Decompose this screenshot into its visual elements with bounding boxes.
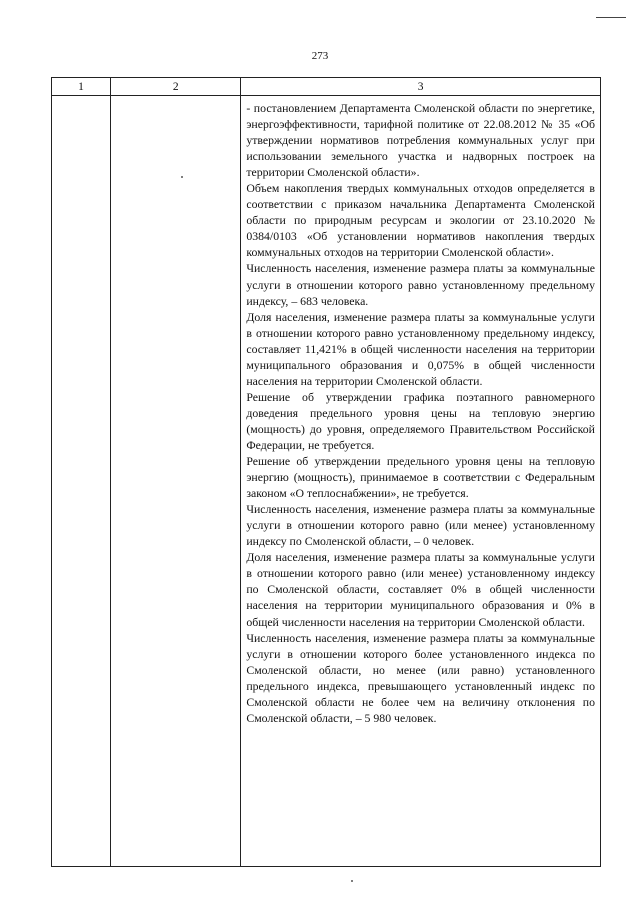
- paragraph-waste-volume: Объем накопления твердых коммунальных отходов определяется в соответствии с приказом начальника Департамента Смоленской области по природным ресурсам и экологии от 23.10.2020 № 0384/0103 «Об установлении нормативов накопления твердых коммунальных отходов на территории Смоленской области».: [246, 181, 595, 260]
- column-header-3: 3: [241, 78, 601, 96]
- column-header-1: 1: [52, 78, 111, 96]
- paragraph-heat-price-limit: Решение об утверждении предельного уровня цены на тепловую энергию (мощность), принимаемое в соответствии с Федеральным законом «О теплоснабжении», не требуется.: [246, 454, 595, 501]
- table-header-row: [52, 78, 601, 96]
- paragraph-population-regional-index: Численность населения, изменение размера платы за коммунальные услуги в отношении которого равно (или менее) установленному индексу по Смоленской области, – 0 человек.: [246, 502, 595, 549]
- paragraph-population-above-index: Численность населения, изменение размера платы за коммунальные услуги в отношении которого более установленного индекса по Смоленской области, но менее (или равно) установленного предельного индекса, превышающего установленный индекс по Смоленской области не более чем на величину отклонения по Смоленской области, – 5 980 человек.: [246, 630, 595, 725]
- column-3-cell: [241, 96, 601, 867]
- paragraph-share-regional-index: Доля населения, изменение размера платы за коммунальные услуги в отношении которого равно (или менее) установленному индексу по Смоленской области, составляет 0% в общей численности населения на территории муниципального образования и 0% в общей численности населения на территории Смоленской области.: [246, 550, 595, 629]
- paragraph-heat-price-schedule: Решение об утверждении графика поэтапного равномерного доведения предельного уровня цены на тепловую энергию (мощность) до уровня, определяемого Правительством Российской Федерации, не требуется.: [246, 389, 595, 452]
- table-row: [52, 96, 601, 867]
- scan-speck: [181, 176, 183, 178]
- document-table: [51, 77, 601, 867]
- scan-speck: [351, 880, 353, 882]
- page-number: 273: [311, 50, 329, 62]
- column-1-cell: [52, 96, 111, 867]
- paragraph-resolution-reference: - постановлением Департамента Смоленской области по энергетике, энергоэффективности, тарифной политике от 22.08.2012 № 35 «Об утверждении нормативов потребления коммунальных услуг при использовании земельного участка и надворных построек на территории Смоленской области».: [246, 101, 595, 180]
- column-header-2: 2: [111, 78, 241, 96]
- corner-mark: [596, 17, 626, 18]
- paragraph-share-equal-limit: Доля населения, изменение размера платы за коммунальные услуги в отношении которого равно установленному предельному индексу, составляет 11,421% в общей численности населения на территории муниципального образования и 0,075% в общей численности населения на территории Смоленской области.: [246, 309, 595, 388]
- paragraph-population-equal-limit: Численность населения, изменение размера платы за коммунальные услуги в отношении которого равно установленному предельному индексу, – 683 человека.: [246, 261, 595, 308]
- column-2-cell: [111, 96, 241, 867]
